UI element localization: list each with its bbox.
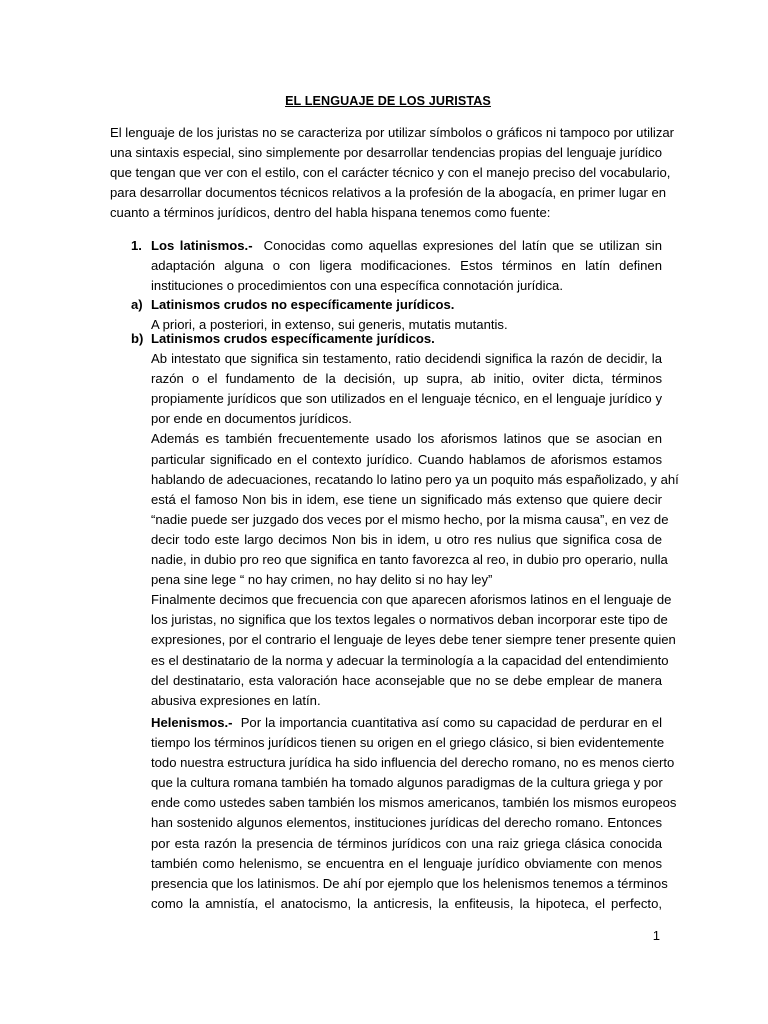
helenismos-line: ende como ustedes saben también los mismos americanos, también los mismos europeos — [151, 795, 677, 811]
item-1-latinismos — [151, 236, 662, 296]
item-b-p2-line: nadie, in dubio pro reo que significa en tanto favorezca al reo, in dubio pro operario, nulla — [151, 552, 668, 568]
intro-line: El lenguaje de los juristas no se caracteriza por utilizar símbolos o gráficos ni tampoco por utilizar — [110, 125, 675, 140]
item-a-heading: Latinismos crudos no específicamente jurídicos. — [151, 297, 455, 312]
helenismos-line: presencia que los latinismos. De ahí por ejemplo que los helenismos tenemos a términos — [151, 875, 668, 891]
list-marker-1: 1. — [131, 238, 142, 253]
helenismos-heading: Helenismos.- — [151, 715, 233, 730]
item-b-heading: Latinismos crudos específicamente jurídicos. — [151, 331, 435, 346]
helenismos-line: también como helenismo, se encuentra en el lenguaje jurídico obviamente con menos — [151, 855, 662, 871]
item-b-p3-line: expresiones, por el contrario el lenguaje de leyes debe tener siempre tener presente quien — [151, 632, 676, 648]
item-b-p2-line: particular significado en el contexto jurídico. Cuando hablamos de aforismos estamos — [151, 451, 662, 467]
intro-line: una sintaxis especial, sino simplemente por desarrollar tendencias propias del lenguaje jurídico — [110, 145, 662, 161]
item-1-first-line — [151, 236, 662, 256]
helenismos-line: han sostenido algunos elementos, instituciones jurídicas del derecho romano. Entonces — [151, 815, 662, 831]
latinismos-heading: Los latinismos.- — [151, 238, 253, 253]
helenismos-line: Por la importancia cuantitativa así como su capacidad de perdurar en el — [240, 715, 662, 730]
helenismos-line: como la amnistía, el anatocismo, la anticresis, la enfiteusis, la hipoteca, el perfecto, — [151, 895, 662, 911]
item-1-line: Conocidas como aquellas expresiones del latín que se utilizan sin — [263, 238, 662, 253]
page-number: 1 — [652, 928, 660, 943]
list-marker-a: a) — [131, 297, 143, 312]
item-b-p3-line: abusiva expresiones en latín. — [151, 692, 321, 708]
item-b-p1-line: Ab intestato que significa sin testamento, ratio decidendi significa la razón de decidir, la — [151, 351, 662, 367]
item-b-p3-line: Finalmente decimos que frecuencia con que aparecen aforismos latinos en el lenguaje de — [151, 592, 672, 608]
item-1-line: instituciones o procedimientos con una específica connotación jurídica. — [151, 278, 563, 294]
item-b-p2-line: hablando de adecuaciones, recatando lo latino pero ya un poquito más españolizado, y ahí — [151, 471, 679, 487]
helenismos-line: que la cultura romana también ha tomado algunos paradigmas de la cultura griega y por — [151, 775, 663, 791]
helenismos-line: tiempo los términos jurídicos tienen su origen en el griego clásico, si bien evidentemente — [151, 735, 665, 751]
item-a-line: A priori, a posteriori, in extenso, sui generis, mutatis mutantis. — [151, 317, 508, 333]
intro-paragraph — [110, 123, 675, 223]
item-b — [151, 329, 679, 711]
item-b-p1-line: razón o el fundamento de la decisión, up supra, ab initio, oviter dicta, términos — [151, 371, 662, 387]
item-b-p3-line: es el destinatario de la norma y adecuar la terminología a la capacidad del entendimiento — [151, 652, 669, 668]
document-title: EL LENGUAJE DE LOS JURISTAS — [285, 94, 491, 108]
helenismos-line: todo nuestra estructura jurídica ha sido influencia del derecho romano, no es menos cierto — [151, 755, 675, 771]
intro-line: cuanto a términos jurídicos, dentro del habla hispana tenemos como fuente: — [110, 205, 551, 221]
item-b-p2-line: pena sine lege “ no hay crimen, no hay delito si no hay ley” — [151, 572, 493, 588]
item-b-p3-line: del destinatario, esta valoración hace aconsejable que no se debe emplear de manera — [151, 672, 662, 688]
helenismos-first-line — [151, 713, 662, 733]
item-b-p3-line: los juristas, no significa que los textos legales o normativos deban incorporar este tipo de — [151, 612, 668, 628]
helenismos-paragraph — [151, 713, 677, 914]
item-1-line: adaptación alguna o con ligera modificaciones. Estos términos en latín definen — [151, 258, 662, 274]
item-b-p1-line: propiamente jurídicos que son utilizados en el lenguaje técnico, en el lenguaje jurídico y — [151, 391, 662, 407]
item-b-p1-line: por ende en documentos jurídicos. — [151, 411, 352, 427]
list-marker-b: b) — [131, 331, 144, 346]
helenismos-line: por esta razón la presencia de términos jurídicos con una raiz griega clásica conocida — [151, 835, 662, 851]
intro-line: que tengan que ver con el estilo, con el carácter técnico y con el manejo preciso del vocabulario, — [110, 165, 671, 181]
item-b-p2-line: “nadie puede ser juzgado dos veces por el mismo hecho, por la misma causa”, en vez de — [151, 511, 669, 527]
intro-line: para desarrollar documentos técnicos relativos a la profesión de la abogacía, en primer lugar en — [110, 185, 667, 201]
item-b-p2-line: Además es también frecuentemente usado los aforismos latinos que se asocian en — [151, 431, 662, 447]
item-b-p2-line: está el famoso Non bis in idem, ese tiene un significado más extenso que quiere decir — [151, 491, 662, 507]
item-b-p2-line: decir todo este largo decimos Non bis in idem, u otro res nulius que significa cosa de — [151, 531, 662, 547]
